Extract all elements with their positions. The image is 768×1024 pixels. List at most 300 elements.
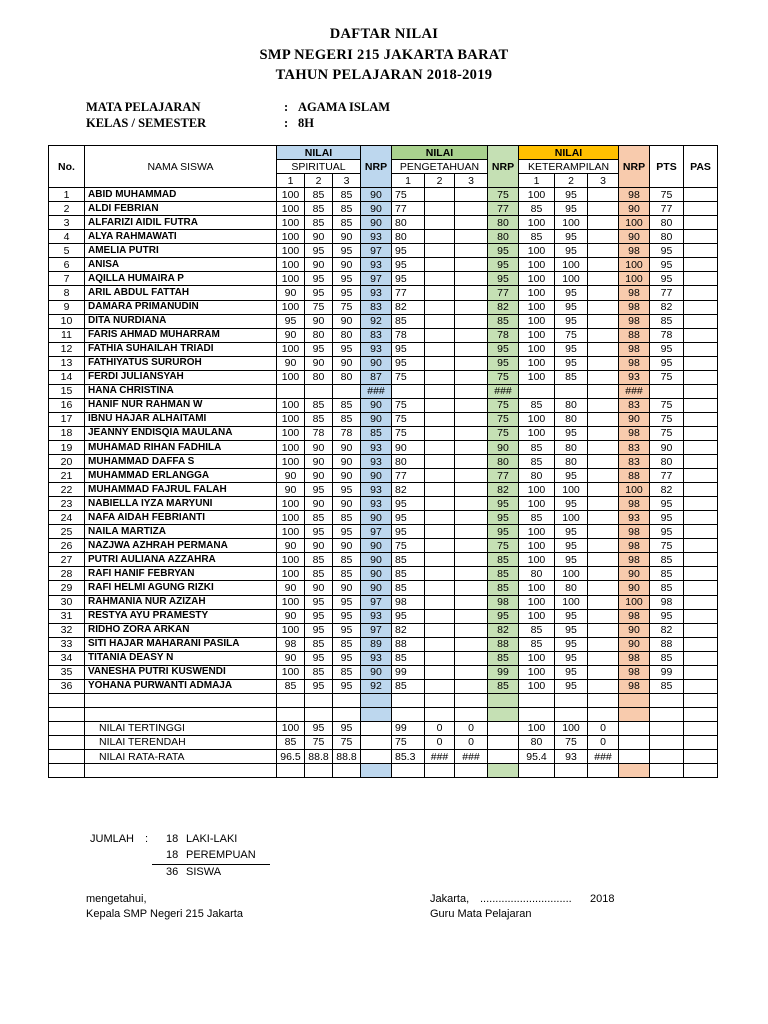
blank-row	[49, 764, 718, 778]
cell-p2	[425, 188, 455, 202]
cell-p2	[425, 651, 455, 665]
cell-pas	[684, 314, 718, 328]
cell-knrp: 93	[619, 511, 650, 525]
cell-knrp: 98	[619, 651, 650, 665]
cell-p2	[425, 455, 455, 469]
cell-pnrp: 75	[488, 370, 519, 384]
cell-snrp: ###	[361, 384, 392, 398]
cell-p1: 95	[392, 272, 425, 286]
cell-s3: 90	[333, 356, 361, 370]
cell-s2: 85	[305, 202, 333, 216]
cell-k3	[588, 679, 619, 693]
cell-k2: 95	[555, 553, 588, 567]
cell-no: 10	[49, 314, 85, 328]
cell-p3	[455, 623, 488, 637]
cell-p1: 75	[392, 426, 425, 440]
cell-s3: 80	[333, 370, 361, 384]
cell-pts: 95	[650, 244, 684, 258]
cell-k1: 100	[519, 581, 555, 595]
cell-pas	[684, 553, 718, 567]
cell-pts: 95	[650, 525, 684, 539]
cell-k2: 95	[555, 426, 588, 440]
cell-p2	[425, 258, 455, 272]
blank-cell	[455, 764, 488, 778]
cell-pnrp: 85	[488, 553, 519, 567]
cell-s1: 90	[277, 581, 305, 595]
cell-k2: 80	[555, 440, 588, 454]
cell-name: HANIF NUR RAHMAN W	[85, 398, 277, 412]
blank-cell	[684, 693, 718, 707]
cell-knrp: 98	[619, 609, 650, 623]
cell-s2: 95	[305, 595, 333, 609]
cell-pas	[684, 342, 718, 356]
cell-s1: 90	[277, 609, 305, 623]
cell-pts: 85	[650, 651, 684, 665]
cell-s2: 85	[305, 553, 333, 567]
cell-pts: 78	[650, 328, 684, 342]
summary-p3: 0	[455, 721, 488, 735]
summary-s1: 96.5	[277, 750, 305, 764]
cell-p1: 95	[392, 511, 425, 525]
cell-snrp: 90	[361, 412, 392, 426]
table-row	[49, 595, 718, 609]
cell-p2	[425, 581, 455, 595]
cell-s1	[277, 384, 305, 398]
blank-cell	[392, 764, 425, 778]
table-row	[49, 314, 718, 328]
table-row	[49, 469, 718, 483]
cell-pts: 75	[650, 370, 684, 384]
blank-cell	[49, 693, 85, 707]
cell-s2: 90	[305, 581, 333, 595]
cell-pnrp: 77	[488, 202, 519, 216]
cell-k3	[588, 455, 619, 469]
cell-pts: 98	[650, 595, 684, 609]
cell-pas	[684, 497, 718, 511]
cell-knrp: 93	[619, 370, 650, 384]
cell-snrp: 93	[361, 342, 392, 356]
cell-k2: 95	[555, 679, 588, 693]
cell-pnrp: 88	[488, 637, 519, 651]
header-nilai-pengetahuan: NILAI	[392, 146, 488, 160]
summary-pnrp	[488, 721, 519, 735]
cell-p3	[455, 188, 488, 202]
cell-s1: 100	[277, 370, 305, 384]
cell-s2: 85	[305, 188, 333, 202]
cell-knrp: 83	[619, 398, 650, 412]
cell-p1: 80	[392, 230, 425, 244]
cell-p2	[425, 679, 455, 693]
cell-pnrp: 80	[488, 230, 519, 244]
cell-s3: 85	[333, 398, 361, 412]
cell-knrp: 90	[619, 202, 650, 216]
cell-name: TITANIA DEASY N	[85, 651, 277, 665]
cell-s2: 75	[305, 300, 333, 314]
cell-knrp: ###	[619, 384, 650, 398]
cell-s3: 90	[333, 539, 361, 553]
cell-p1: 82	[392, 300, 425, 314]
cell-no: 15	[49, 384, 85, 398]
cell-k2: 95	[555, 623, 588, 637]
cell-p1: 80	[392, 455, 425, 469]
cell-s1: 90	[277, 286, 305, 300]
cell-p2	[425, 609, 455, 623]
cell-s2: 80	[305, 328, 333, 342]
cell-p3	[455, 483, 488, 497]
cell-k3	[588, 356, 619, 370]
blank-cell	[588, 693, 619, 707]
cell-k2: 100	[555, 272, 588, 286]
cell-k2: 95	[555, 665, 588, 679]
totals-label: JUMLAH	[90, 833, 135, 845]
cell-pts: 85	[650, 567, 684, 581]
header-sub-3: 3	[455, 174, 488, 188]
cell-snrp: 93	[361, 230, 392, 244]
cell-s3: 90	[333, 469, 361, 483]
cell-k2: 95	[555, 525, 588, 539]
cell-k2: 95	[555, 637, 588, 651]
cell-no: 6	[49, 258, 85, 272]
cell-k2: 95	[555, 286, 588, 300]
cell-s1: 100	[277, 258, 305, 272]
blank-cell	[333, 693, 361, 707]
summary-knrp	[619, 750, 650, 764]
cell-p3	[455, 455, 488, 469]
cell-snrp: 97	[361, 244, 392, 258]
cell-name: HANA CHRISTINA	[85, 384, 277, 398]
cell-k2: 100	[555, 483, 588, 497]
cell-p3	[455, 342, 488, 356]
summary-label: NILAI RATA-RATA	[85, 750, 277, 764]
cell-pas	[684, 525, 718, 539]
cell-s3: 95	[333, 623, 361, 637]
header-nilai-spiritual: NILAI	[277, 146, 361, 160]
cell-s3: 85	[333, 188, 361, 202]
cell-snrp: 90	[361, 356, 392, 370]
blank-cell	[684, 764, 718, 778]
cell-name: JEANNY ENDISQIA MAULANA	[85, 426, 277, 440]
cell-s3: 95	[333, 595, 361, 609]
cell-s1: 90	[277, 651, 305, 665]
cell-pas	[684, 286, 718, 300]
cell-k1: 85	[519, 511, 555, 525]
table-row	[49, 398, 718, 412]
table-row	[49, 356, 718, 370]
cell-name: RAHMANIA NUR AZIZAH	[85, 595, 277, 609]
summary-pas	[684, 735, 718, 749]
cell-no: 20	[49, 455, 85, 469]
female-count: 18	[166, 849, 179, 861]
cell-knrp: 100	[619, 216, 650, 230]
cell-name: SITI HAJAR MAHARANI PASILA	[85, 637, 277, 651]
cell-p3	[455, 651, 488, 665]
cell-name: IBNU HAJAR ALHAITAMI	[85, 412, 277, 426]
cell-s1: 100	[277, 455, 305, 469]
cell-k3	[588, 539, 619, 553]
cell-p2	[425, 412, 455, 426]
header-sub-1: 1	[392, 174, 425, 188]
cell-no: 8	[49, 286, 85, 300]
blank-cell	[555, 693, 588, 707]
cell-pts: 95	[650, 258, 684, 272]
summary-no	[49, 750, 85, 764]
cell-p2	[425, 328, 455, 342]
cell-s2: 90	[305, 497, 333, 511]
cell-k3	[588, 567, 619, 581]
cell-p2	[425, 398, 455, 412]
cell-s3: 85	[333, 202, 361, 216]
cell-pnrp: 85	[488, 567, 519, 581]
summary-s1: 100	[277, 721, 305, 735]
cell-pts: 77	[650, 469, 684, 483]
blank-cell	[305, 693, 333, 707]
blank-cell	[650, 764, 684, 778]
header-keterampilan: KETERAMPILAN	[519, 160, 619, 174]
cell-pts: 95	[650, 511, 684, 525]
cell-snrp: 85	[361, 426, 392, 440]
cell-knrp: 98	[619, 356, 650, 370]
cell-snrp: 90	[361, 567, 392, 581]
header-row-1	[49, 146, 718, 160]
cell-s1: 100	[277, 553, 305, 567]
summary-knrp	[619, 735, 650, 749]
cell-pas	[684, 384, 718, 398]
cell-s2: 85	[305, 665, 333, 679]
cell-s2: 90	[305, 230, 333, 244]
cell-pts: 95	[650, 609, 684, 623]
cell-k2: 100	[555, 595, 588, 609]
cell-pas	[684, 595, 718, 609]
cell-name: MUHAMMAD DAFFA S	[85, 455, 277, 469]
header-sub-2: 2	[425, 174, 455, 188]
table-row	[49, 651, 718, 665]
cell-p1: 88	[392, 637, 425, 651]
cell-pas	[684, 679, 718, 693]
cell-snrp: 93	[361, 483, 392, 497]
class-value: 8H	[298, 116, 314, 130]
cell-pts: 75	[650, 412, 684, 426]
cell-p2	[425, 370, 455, 384]
cell-name: ANISA	[85, 258, 277, 272]
cell-k1: 100	[519, 370, 555, 384]
table-row	[49, 216, 718, 230]
blank-cell	[519, 764, 555, 778]
cell-s3: 85	[333, 216, 361, 230]
cell-snrp: 90	[361, 216, 392, 230]
cell-k2: 100	[555, 567, 588, 581]
cell-knrp: 98	[619, 553, 650, 567]
cell-snrp: 93	[361, 440, 392, 454]
subject-label: MATA PELAJARAN	[86, 100, 201, 114]
cell-s2: 95	[305, 679, 333, 693]
cell-pnrp: 95	[488, 497, 519, 511]
table-row	[49, 581, 718, 595]
table-row	[49, 370, 718, 384]
cell-k2: 95	[555, 469, 588, 483]
cell-p2	[425, 665, 455, 679]
cell-k1: 100	[519, 553, 555, 567]
summary-pas	[684, 721, 718, 735]
cell-s3: 85	[333, 567, 361, 581]
cell-k1: 100	[519, 412, 555, 426]
cell-pnrp: 82	[488, 483, 519, 497]
class-sep: :	[284, 116, 289, 130]
blank-cell	[425, 693, 455, 707]
cell-p2	[425, 539, 455, 553]
table-row	[49, 188, 718, 202]
cell-k1: 100	[519, 272, 555, 286]
header-name: NAMA SISWA	[85, 146, 277, 188]
cell-s3: 90	[333, 581, 361, 595]
table-row	[49, 384, 718, 398]
summary-p1: 75	[392, 735, 425, 749]
cell-no: 22	[49, 483, 85, 497]
blank-cell	[85, 693, 277, 707]
header-sub-3: 3	[333, 174, 361, 188]
summary-s2: 88.8	[305, 750, 333, 764]
cell-k3	[588, 188, 619, 202]
cell-pts: 75	[650, 188, 684, 202]
table-row	[49, 412, 718, 426]
cell-k3	[588, 286, 619, 300]
table-row	[49, 426, 718, 440]
cell-s2: 95	[305, 609, 333, 623]
cell-k3	[588, 342, 619, 356]
cell-k2: 95	[555, 230, 588, 244]
cell-pas	[684, 469, 718, 483]
cell-no: 23	[49, 497, 85, 511]
cell-knrp: 90	[619, 637, 650, 651]
cell-p3	[455, 525, 488, 539]
cell-no: 11	[49, 328, 85, 342]
cell-pnrp: 75	[488, 412, 519, 426]
cell-name: AMELIA PUTRI	[85, 244, 277, 258]
summary-k1: 95.4	[519, 750, 555, 764]
cell-p2	[425, 272, 455, 286]
summary-s1: 85	[277, 735, 305, 749]
cell-s1: 100	[277, 300, 305, 314]
cell-s2: 95	[305, 651, 333, 665]
cell-k3	[588, 623, 619, 637]
cell-p2	[425, 230, 455, 244]
cell-s2: 90	[305, 356, 333, 370]
cell-k1: 85	[519, 455, 555, 469]
cell-k3	[588, 244, 619, 258]
cell-s3: 95	[333, 272, 361, 286]
summary-label: NILAI TERTINGGI	[85, 721, 277, 735]
cell-snrp: 93	[361, 455, 392, 469]
cell-snrp: 90	[361, 398, 392, 412]
cell-p3	[455, 595, 488, 609]
cell-p1: 95	[392, 497, 425, 511]
cell-name: DAMARA PRIMANUDIN	[85, 300, 277, 314]
cell-no: 3	[49, 216, 85, 230]
cell-s3: 85	[333, 665, 361, 679]
cell-no: 19	[49, 440, 85, 454]
cell-s3: 95	[333, 483, 361, 497]
summary-k3: 0	[588, 735, 619, 749]
cell-s1: 100	[277, 567, 305, 581]
table-row	[49, 497, 718, 511]
cell-k3	[588, 651, 619, 665]
cell-k2: 95	[555, 188, 588, 202]
cell-pnrp: 95	[488, 511, 519, 525]
table-row	[49, 202, 718, 216]
cell-name: RESTYA AYU PRAMESTY	[85, 609, 277, 623]
cell-pas	[684, 623, 718, 637]
cell-p3	[455, 384, 488, 398]
cell-k3	[588, 426, 619, 440]
cell-pnrp: 85	[488, 651, 519, 665]
blank-cell	[333, 707, 361, 721]
cell-k1: 100	[519, 679, 555, 693]
cell-name: DITA NURDIANA	[85, 314, 277, 328]
cell-name: FATHIYATUS SURUROH	[85, 356, 277, 370]
summary-row	[49, 735, 718, 749]
cell-pas	[684, 300, 718, 314]
blank-cell	[555, 707, 588, 721]
cell-k2: 95	[555, 539, 588, 553]
cell-k3	[588, 328, 619, 342]
cell-p3	[455, 440, 488, 454]
cell-pas	[684, 398, 718, 412]
summary-p2: 0	[425, 721, 455, 735]
header-no: No.	[49, 146, 85, 188]
cell-s1: 100	[277, 188, 305, 202]
cell-pts	[650, 384, 684, 398]
summary-pas	[684, 750, 718, 764]
summary-p3: ###	[455, 750, 488, 764]
cell-pnrp: 80	[488, 216, 519, 230]
cell-s2: 85	[305, 398, 333, 412]
cell-k1: 100	[519, 244, 555, 258]
cell-k2: 100	[555, 216, 588, 230]
cell-pas	[684, 272, 718, 286]
cell-no: 24	[49, 511, 85, 525]
cell-pts: 99	[650, 665, 684, 679]
cell-name: FARIS AHMAD MUHARRAM	[85, 328, 277, 342]
header-pts: PTS	[650, 146, 684, 188]
cell-pas	[684, 483, 718, 497]
cell-pas	[684, 637, 718, 651]
blank-cell	[519, 707, 555, 721]
header-sub-1: 1	[277, 174, 305, 188]
cell-p3	[455, 553, 488, 567]
header-sub-3: 3	[588, 174, 619, 188]
summary-pts	[650, 735, 684, 749]
table-row	[49, 244, 718, 258]
summary-s3: 75	[333, 735, 361, 749]
table-row	[49, 637, 718, 651]
summary-s3: 95	[333, 721, 361, 735]
cell-pnrp: 99	[488, 665, 519, 679]
cell-k1: 100	[519, 665, 555, 679]
cell-snrp: 93	[361, 258, 392, 272]
cell-k2: 95	[555, 609, 588, 623]
cell-p3	[455, 581, 488, 595]
cell-name: NAZJWA AZHRAH PERMANA	[85, 539, 277, 553]
cell-knrp: 98	[619, 244, 650, 258]
cell-s3: 75	[333, 300, 361, 314]
header-sub-2: 2	[305, 174, 333, 188]
cell-name: NAFA AIDAH FEBRIANTI	[85, 511, 277, 525]
blank-cell	[85, 707, 277, 721]
cell-p2	[425, 384, 455, 398]
cell-pts: 95	[650, 272, 684, 286]
cell-s1: 100	[277, 525, 305, 539]
cell-s1: 100	[277, 623, 305, 637]
table-row	[49, 553, 718, 567]
